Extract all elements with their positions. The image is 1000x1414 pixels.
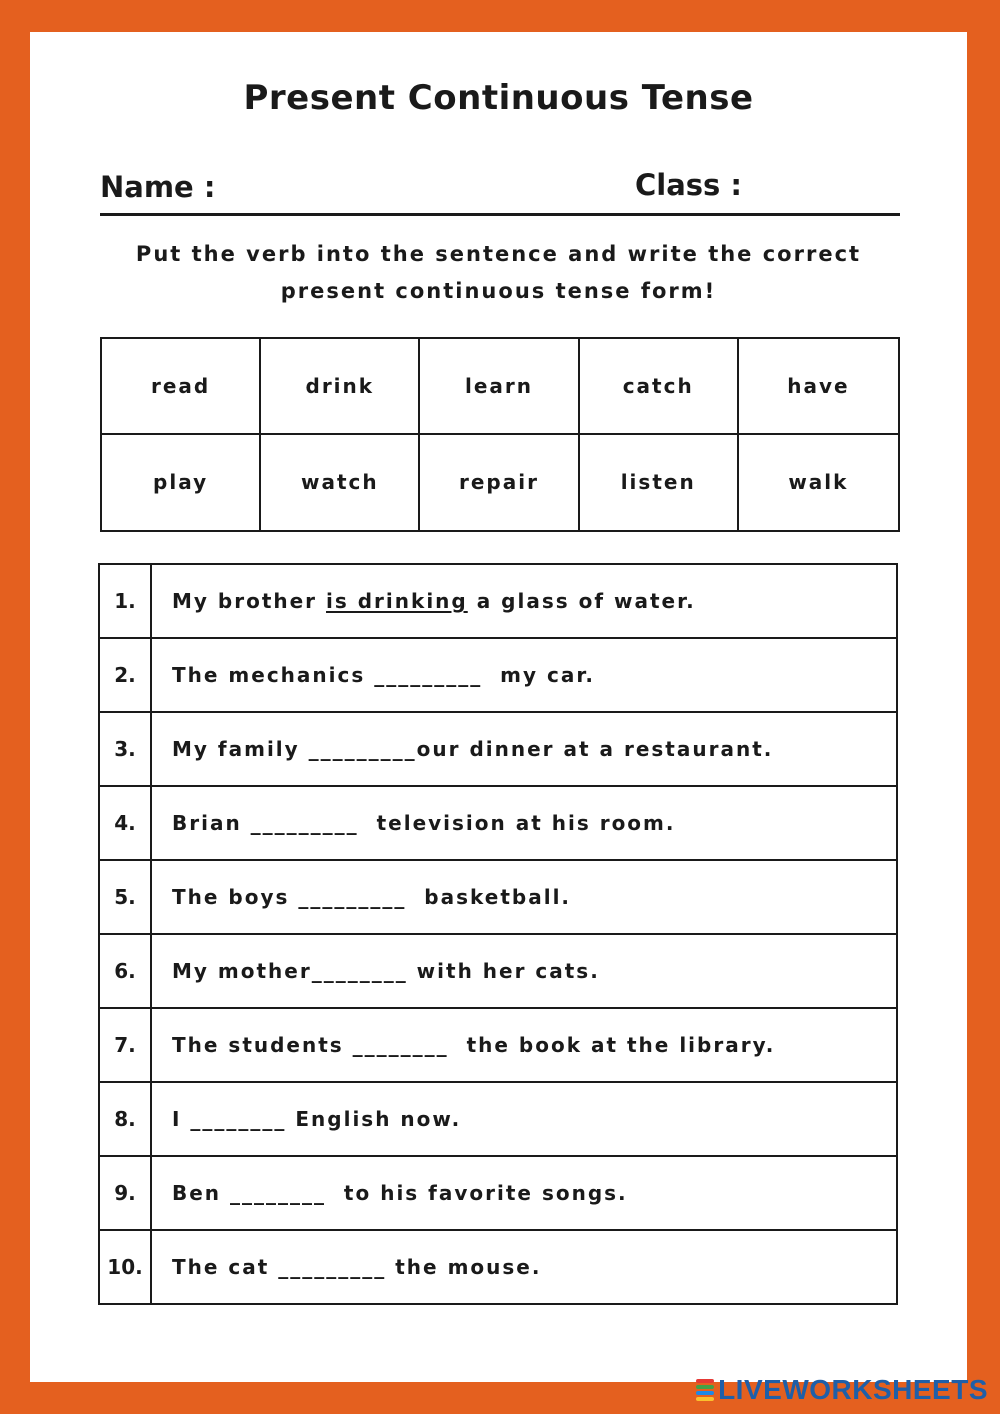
exercise-sentence[interactable]	[152, 861, 896, 933]
exercise-sentence[interactable]	[152, 1009, 896, 1081]
class-label: Class :	[635, 168, 743, 202]
sentence-text: The boys _________ basketball.	[172, 885, 572, 909]
exercise-sentence[interactable]	[152, 787, 896, 859]
exercise-row	[100, 861, 896, 935]
name-class-line	[100, 213, 900, 216]
instructions-line-2: present continuous tense form!	[280, 279, 717, 303]
sentence-text: Ben ________ to his favorite songs.	[172, 1181, 628, 1205]
exercise-sentence	[152, 565, 896, 637]
sentence-text: My family _________our dinner at a restaurant.	[172, 737, 774, 761]
sentence-text: I ________ English now.	[172, 1107, 462, 1131]
exercise-number: 5.	[100, 861, 152, 933]
exercise-number: 6.	[100, 935, 152, 1007]
verb-cell: have	[739, 339, 898, 435]
instructions	[70, 236, 927, 310]
sentence-text: The mechanics _________ my car.	[172, 663, 595, 687]
sentence-text: The cat _________ the mouse.	[172, 1255, 542, 1279]
example-answer: is drinking	[326, 589, 468, 613]
exercise-number: 7.	[100, 1009, 152, 1081]
sentence-text: The students ________ the book at the library.	[172, 1033, 776, 1057]
exercise-number: 2.	[100, 639, 152, 711]
sentence-end: a glass of water.	[467, 589, 696, 613]
liveworksheets-logo[interactable]	[696, 1374, 988, 1406]
exercise-row	[100, 639, 896, 713]
verb-cell: learn	[420, 339, 579, 435]
sentence-text: Brian _________ television at his room.	[172, 811, 676, 835]
logo-bar	[696, 1397, 714, 1401]
verb-cell: drink	[261, 339, 420, 435]
exercise-number: 1.	[100, 565, 152, 637]
exercise-row	[100, 565, 896, 639]
instructions-line-1: Put the verb into the sentence and write the correct	[135, 242, 862, 266]
liveworksheets-icon	[696, 1379, 714, 1401]
exercise-sentence[interactable]	[152, 1231, 896, 1303]
exercise-row	[100, 1009, 896, 1083]
logo-bar	[696, 1391, 714, 1395]
exercise-row	[100, 787, 896, 861]
logo-bar	[696, 1385, 714, 1389]
verb-cell: play	[102, 435, 261, 531]
logo-bar	[696, 1379, 714, 1383]
exercise-sentence[interactable]	[152, 639, 896, 711]
exercise-number: 9.	[100, 1157, 152, 1229]
worksheet-page	[30, 32, 967, 1382]
exercise-number: 8.	[100, 1083, 152, 1155]
exercise-row	[100, 1083, 896, 1157]
verb-bank	[100, 337, 900, 532]
exercise-number: 3.	[100, 713, 152, 785]
verb-cell: catch	[580, 339, 739, 435]
verb-cell: read	[102, 339, 261, 435]
exercise-row	[100, 1157, 896, 1231]
liveworksheets-wordmark: LIVEWORKSHEETS	[718, 1374, 988, 1405]
exercise-sentence[interactable]	[152, 1157, 896, 1229]
verb-cell: walk	[788, 470, 849, 495]
exercise-sentence[interactable]	[152, 1083, 896, 1155]
exercise-row	[100, 935, 896, 1009]
exercise-row	[100, 713, 896, 787]
sentence-text: My mother________ with her cats.	[172, 959, 600, 983]
exercise-number: 10.	[100, 1231, 152, 1303]
verb-cell: listen	[580, 435, 739, 531]
exercise-table	[98, 563, 898, 1305]
exercise-row	[100, 1231, 896, 1303]
exercise-sentence[interactable]	[152, 713, 896, 785]
verb-cell: watch	[261, 435, 420, 531]
verb-cell: repair	[420, 435, 579, 531]
exercise-sentence[interactable]	[152, 935, 896, 1007]
page-title: Present Continuous Tense	[243, 78, 754, 118]
sentence-start: My brother	[172, 589, 327, 613]
exercise-number: 4.	[100, 787, 152, 859]
name-label: Name :	[100, 170, 216, 204]
